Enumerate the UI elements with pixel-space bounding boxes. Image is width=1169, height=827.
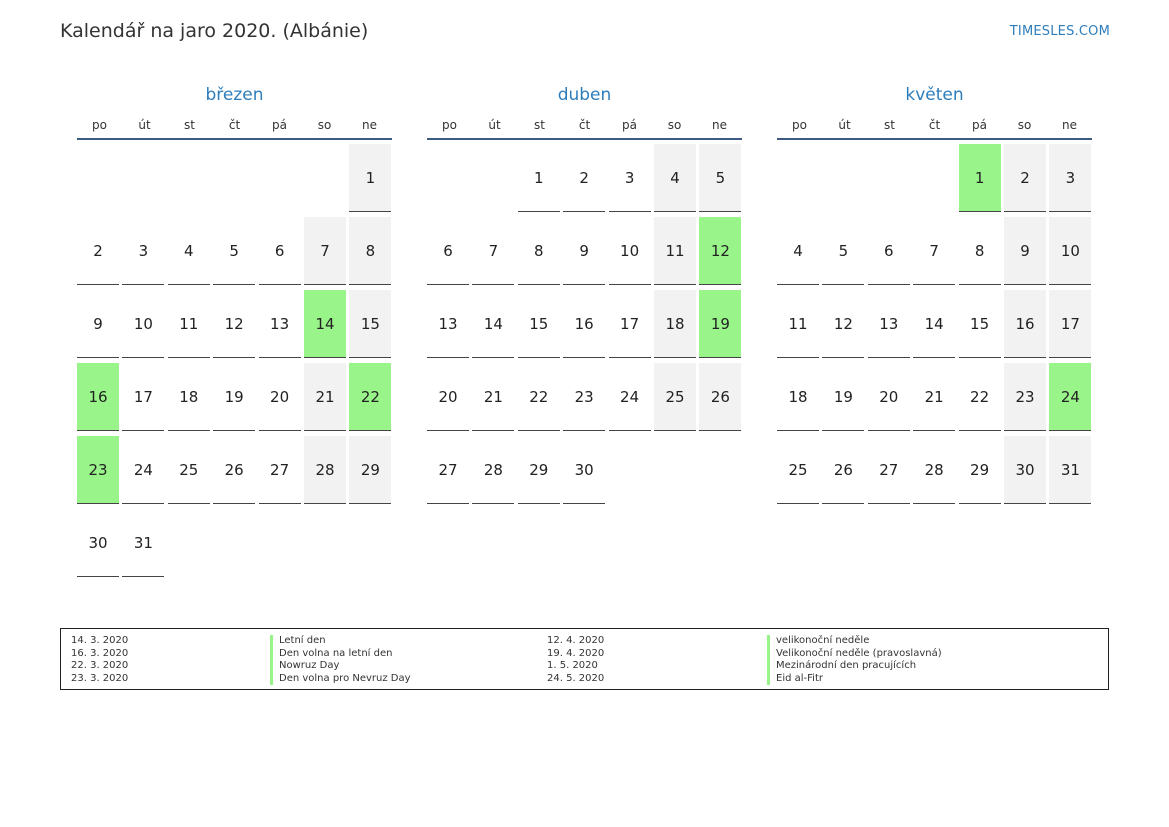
day-cell: 28 xyxy=(304,436,346,504)
day-cell: 30 xyxy=(77,509,119,577)
holiday-day-cell: 16 xyxy=(77,363,119,431)
day-cell: 29 xyxy=(518,436,560,504)
day-cell: 20 xyxy=(868,363,910,431)
day-cell: 9 xyxy=(77,290,119,358)
day-cell: 17 xyxy=(1049,290,1091,358)
day-cell: 7 xyxy=(472,217,514,285)
day-cell: 27 xyxy=(259,436,301,504)
weekday-label: st xyxy=(884,118,895,132)
weekday-label: pá xyxy=(622,118,637,132)
day-cell: 10 xyxy=(609,217,651,285)
day-cell: 25 xyxy=(654,363,696,431)
weekday-label: pá xyxy=(972,118,987,132)
holiday-day-cell: 14 xyxy=(304,290,346,358)
month-name: duben xyxy=(557,85,612,105)
day-cell: 11 xyxy=(654,217,696,285)
legend-holiday-name: Eid al-Fitr xyxy=(767,673,942,686)
legend-holiday-name: Mezinárodní den pracujících xyxy=(767,660,942,673)
day-cell: 14 xyxy=(472,290,514,358)
legend-holiday-name: Den volna na letní den xyxy=(270,648,411,661)
weekday-label: čt xyxy=(928,118,941,132)
day-cell: 21 xyxy=(304,363,346,431)
legend-date: 22. 3. 2020 xyxy=(71,660,129,671)
day-cell: 20 xyxy=(259,363,301,431)
weekday-label: so xyxy=(1017,118,1032,132)
legend-left-names xyxy=(270,635,411,685)
weekday-label: ne xyxy=(712,118,727,132)
day-cell: 6 xyxy=(868,217,910,285)
month-2 xyxy=(777,84,1092,479)
weekday-label: út xyxy=(488,118,501,132)
day-cell: 3 xyxy=(609,144,651,212)
legend-date: 24. 5. 2020 xyxy=(547,672,605,684)
legend-right-dates xyxy=(547,635,604,685)
month-0 xyxy=(77,84,392,552)
weekday-label: po xyxy=(442,118,457,132)
day-cell: 31 xyxy=(1049,436,1091,504)
day-cell: 10 xyxy=(1049,217,1091,285)
day-cell: 7 xyxy=(913,217,955,285)
day-cell: 11 xyxy=(777,290,819,358)
legend-date: 12. 4. 2020 xyxy=(547,635,605,646)
weekday-label: ne xyxy=(362,118,377,132)
legend-holiday-name: Den volna pro Nevruz Day xyxy=(270,673,411,686)
day-cell: 25 xyxy=(777,436,819,504)
weekday-label: út xyxy=(838,118,851,132)
day-cell: 25 xyxy=(168,436,210,504)
holiday-day-cell: 23 xyxy=(77,436,119,504)
day-cell: 30 xyxy=(563,436,605,504)
day-cell: 18 xyxy=(777,363,819,431)
day-cell: 24 xyxy=(609,363,651,431)
legend-date: 19. 4. 2020 xyxy=(547,647,605,659)
day-cell: 26 xyxy=(822,436,864,504)
legend-date: 1. 5. 2020 xyxy=(547,660,598,671)
day-cell: 15 xyxy=(518,290,560,358)
day-cell: 4 xyxy=(654,144,696,212)
day-cell: 15 xyxy=(959,290,1001,358)
day-cell: 5 xyxy=(213,217,255,285)
holiday-day-cell: 24 xyxy=(1049,363,1091,431)
legend-date: 23. 3. 2020 xyxy=(71,672,129,684)
month-name: březen xyxy=(205,85,264,105)
day-cell: 21 xyxy=(472,363,514,431)
page-title: Kalendář na jaro 2020. (Albánie) xyxy=(60,20,369,42)
day-cell: 15 xyxy=(349,290,391,358)
day-cell: 23 xyxy=(1004,363,1046,431)
day-cell: 20 xyxy=(427,363,469,431)
day-cell: 12 xyxy=(822,290,864,358)
weekday-label: st xyxy=(534,118,545,132)
day-cell: 13 xyxy=(259,290,301,358)
day-cell: 3 xyxy=(1049,144,1091,212)
day-cell: 9 xyxy=(563,217,605,285)
weekday-header xyxy=(777,116,1092,140)
legend-date: 14. 3. 2020 xyxy=(71,635,129,646)
day-cell: 30 xyxy=(1004,436,1046,504)
day-cell: 26 xyxy=(699,363,741,431)
day-cell: 23 xyxy=(563,363,605,431)
day-cell: 28 xyxy=(472,436,514,504)
legend-date: 16. 3. 2020 xyxy=(71,647,129,659)
day-cell: 19 xyxy=(822,363,864,431)
day-cell: 19 xyxy=(213,363,255,431)
day-cell: 16 xyxy=(1004,290,1046,358)
day-cell: 27 xyxy=(427,436,469,504)
day-cell: 8 xyxy=(349,217,391,285)
day-cell: 11 xyxy=(168,290,210,358)
legend-holiday-name: Letní den xyxy=(270,635,411,648)
day-cell: 1 xyxy=(518,144,560,212)
day-cell: 4 xyxy=(777,217,819,285)
day-cell: 5 xyxy=(822,217,864,285)
holiday-day-cell: 22 xyxy=(349,363,391,431)
weekday-label: st xyxy=(184,118,195,132)
day-cell: 10 xyxy=(122,290,164,358)
legend-holiday-name: Nowruz Day xyxy=(270,660,411,673)
site-link[interactable]: TIMESLES.COM xyxy=(1009,24,1110,39)
day-cell: 22 xyxy=(959,363,1001,431)
day-cell: 2 xyxy=(77,217,119,285)
month-name: květen xyxy=(905,85,964,105)
legend-holiday-name: Velikonoční neděle (pravoslavná) xyxy=(767,648,942,661)
weekday-label: so xyxy=(667,118,682,132)
month-1 xyxy=(427,84,742,479)
weekday-label: ne xyxy=(1062,118,1077,132)
day-cell: 28 xyxy=(913,436,955,504)
day-cell: 12 xyxy=(213,290,255,358)
weekday-label: čt xyxy=(228,118,241,132)
day-cell: 21 xyxy=(913,363,955,431)
holiday-day-cell: 19 xyxy=(699,290,741,358)
day-cell: 16 xyxy=(563,290,605,358)
holiday-day-cell: 12 xyxy=(699,217,741,285)
day-cell: 13 xyxy=(868,290,910,358)
weekday-label: út xyxy=(138,118,151,132)
holiday-day-cell: 1 xyxy=(959,144,1001,212)
day-cell: 2 xyxy=(563,144,605,212)
day-cell: 18 xyxy=(654,290,696,358)
day-cell: 8 xyxy=(518,217,560,285)
day-cell: 29 xyxy=(959,436,1001,504)
legend-left-dates xyxy=(71,635,128,685)
day-cell: 24 xyxy=(122,436,164,504)
weekday-header xyxy=(77,116,392,140)
day-cell: 27 xyxy=(868,436,910,504)
weekday-label: po xyxy=(792,118,807,132)
day-cell: 3 xyxy=(122,217,164,285)
day-cell: 17 xyxy=(122,363,164,431)
day-cell: 26 xyxy=(213,436,255,504)
day-cell: 18 xyxy=(168,363,210,431)
legend-right-names xyxy=(767,635,942,685)
day-cell: 9 xyxy=(1004,217,1046,285)
day-cell: 14 xyxy=(913,290,955,358)
day-cell: 6 xyxy=(427,217,469,285)
day-cell: 5 xyxy=(699,144,741,212)
weekday-header xyxy=(427,116,742,140)
weekday-label: so xyxy=(317,118,332,132)
weekday-label: pá xyxy=(272,118,287,132)
day-cell: 6 xyxy=(259,217,301,285)
day-cell: 31 xyxy=(122,509,164,577)
day-cell: 4 xyxy=(168,217,210,285)
weekday-label: po xyxy=(92,118,107,132)
day-cell: 7 xyxy=(304,217,346,285)
weekday-label: čt xyxy=(578,118,591,132)
day-cell: 29 xyxy=(349,436,391,504)
day-cell: 22 xyxy=(518,363,560,431)
day-cell: 2 xyxy=(1004,144,1046,212)
day-cell: 8 xyxy=(959,217,1001,285)
holiday-legend xyxy=(60,628,1109,690)
day-cell: 1 xyxy=(349,144,391,212)
day-cell: 17 xyxy=(609,290,651,358)
day-cell: 13 xyxy=(427,290,469,358)
legend-holiday-name: velikonoční neděle xyxy=(767,635,942,648)
